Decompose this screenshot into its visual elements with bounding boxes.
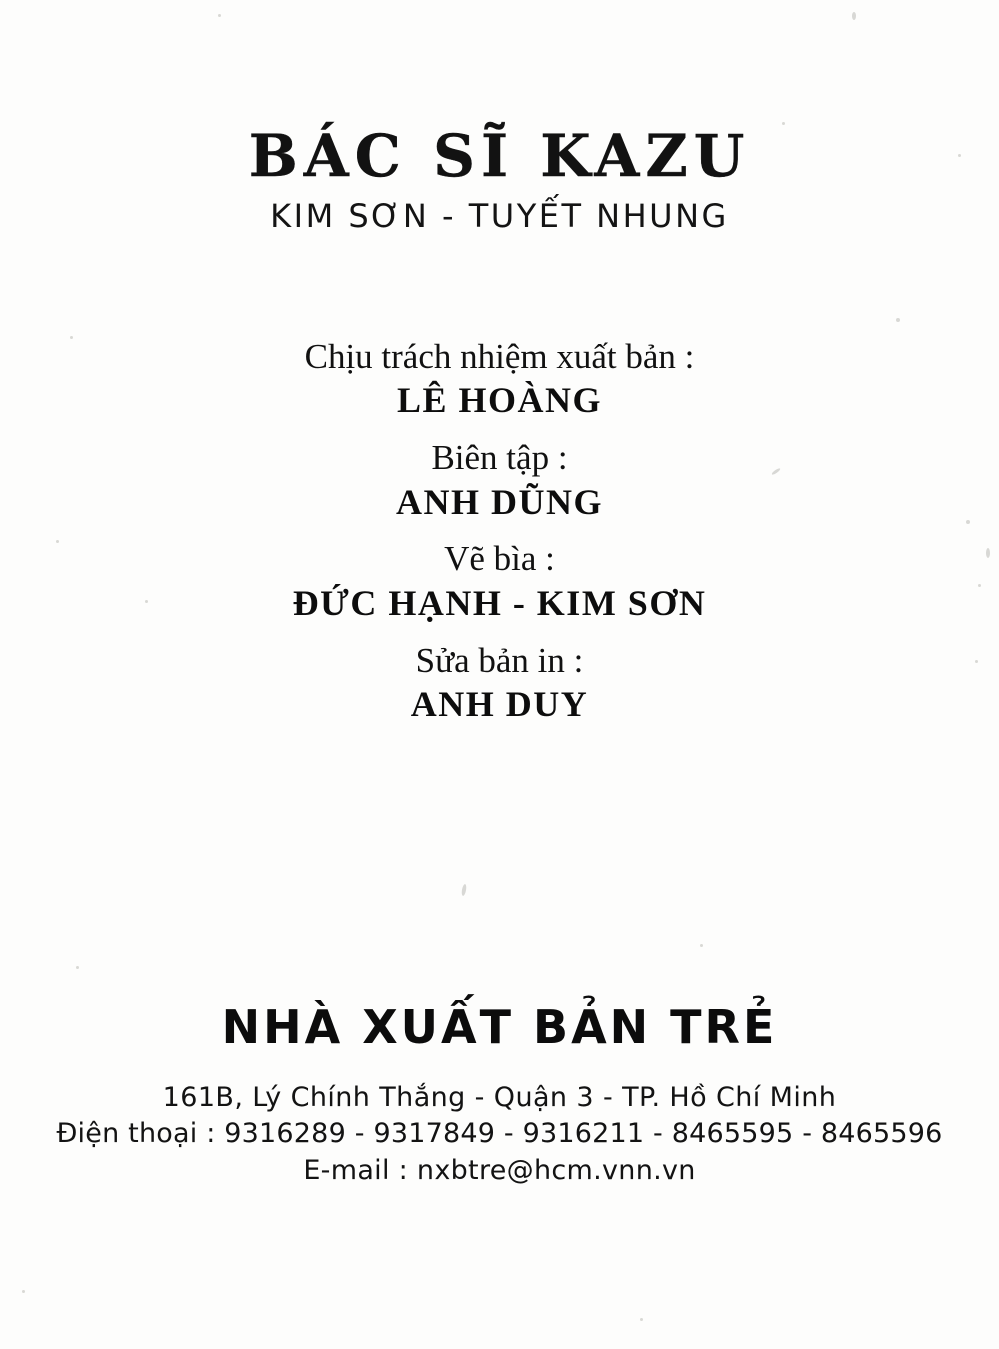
- credits-block: [0, 336, 999, 727]
- credit-entry: [0, 437, 999, 524]
- credit-name: ANH DUY: [410, 683, 589, 724]
- credit-entry: [0, 336, 999, 423]
- scan-speck: [782, 122, 785, 125]
- scan-speck: [218, 14, 221, 17]
- scan-speck: [22, 1290, 25, 1293]
- credit-entry: [0, 640, 999, 727]
- credit-role: Vẽ bìa :: [444, 539, 555, 579]
- credit-name: LÊ HOÀNG: [396, 380, 603, 421]
- scan-speck: [852, 12, 856, 20]
- publisher-address: 161B, Lý Chính Thắng - Quận 3 - TP. Hồ Chí Minh: [162, 1082, 837, 1113]
- scan-speck: [76, 966, 79, 969]
- publisher-phone: Điện thoại : 9316289 - 9317849 - 9316211 - 8465595 - 8465596: [56, 1118, 943, 1150]
- publisher-block: [0, 1000, 999, 1189]
- title-block: [0, 122, 999, 235]
- credit-role: Biên tập :: [431, 438, 568, 478]
- publisher-name: NHÀ XUẤT BẢN TRẺ: [221, 1000, 778, 1054]
- book-title: BÁC SĨ KAZU: [248, 122, 751, 190]
- scan-speck: [461, 884, 467, 897]
- book-authors: KIM SƠN - TUYẾT NHUNG: [270, 196, 729, 235]
- scan-speck: [700, 944, 703, 947]
- credit-entry: [0, 538, 999, 625]
- credit-role: Chịu trách nhiệm xuất bản :: [304, 337, 695, 376]
- scan-speck: [640, 1318, 643, 1321]
- credit-name: ANH DŨNG: [396, 481, 603, 522]
- scan-speck: [896, 318, 900, 322]
- credit-name: ĐỨC HẠNH - KIM SƠN: [292, 582, 707, 623]
- publisher-email: E-mail : nxbtre@hcm.vnn.vn: [303, 1154, 696, 1186]
- credit-role: Sửa bản in :: [415, 640, 584, 680]
